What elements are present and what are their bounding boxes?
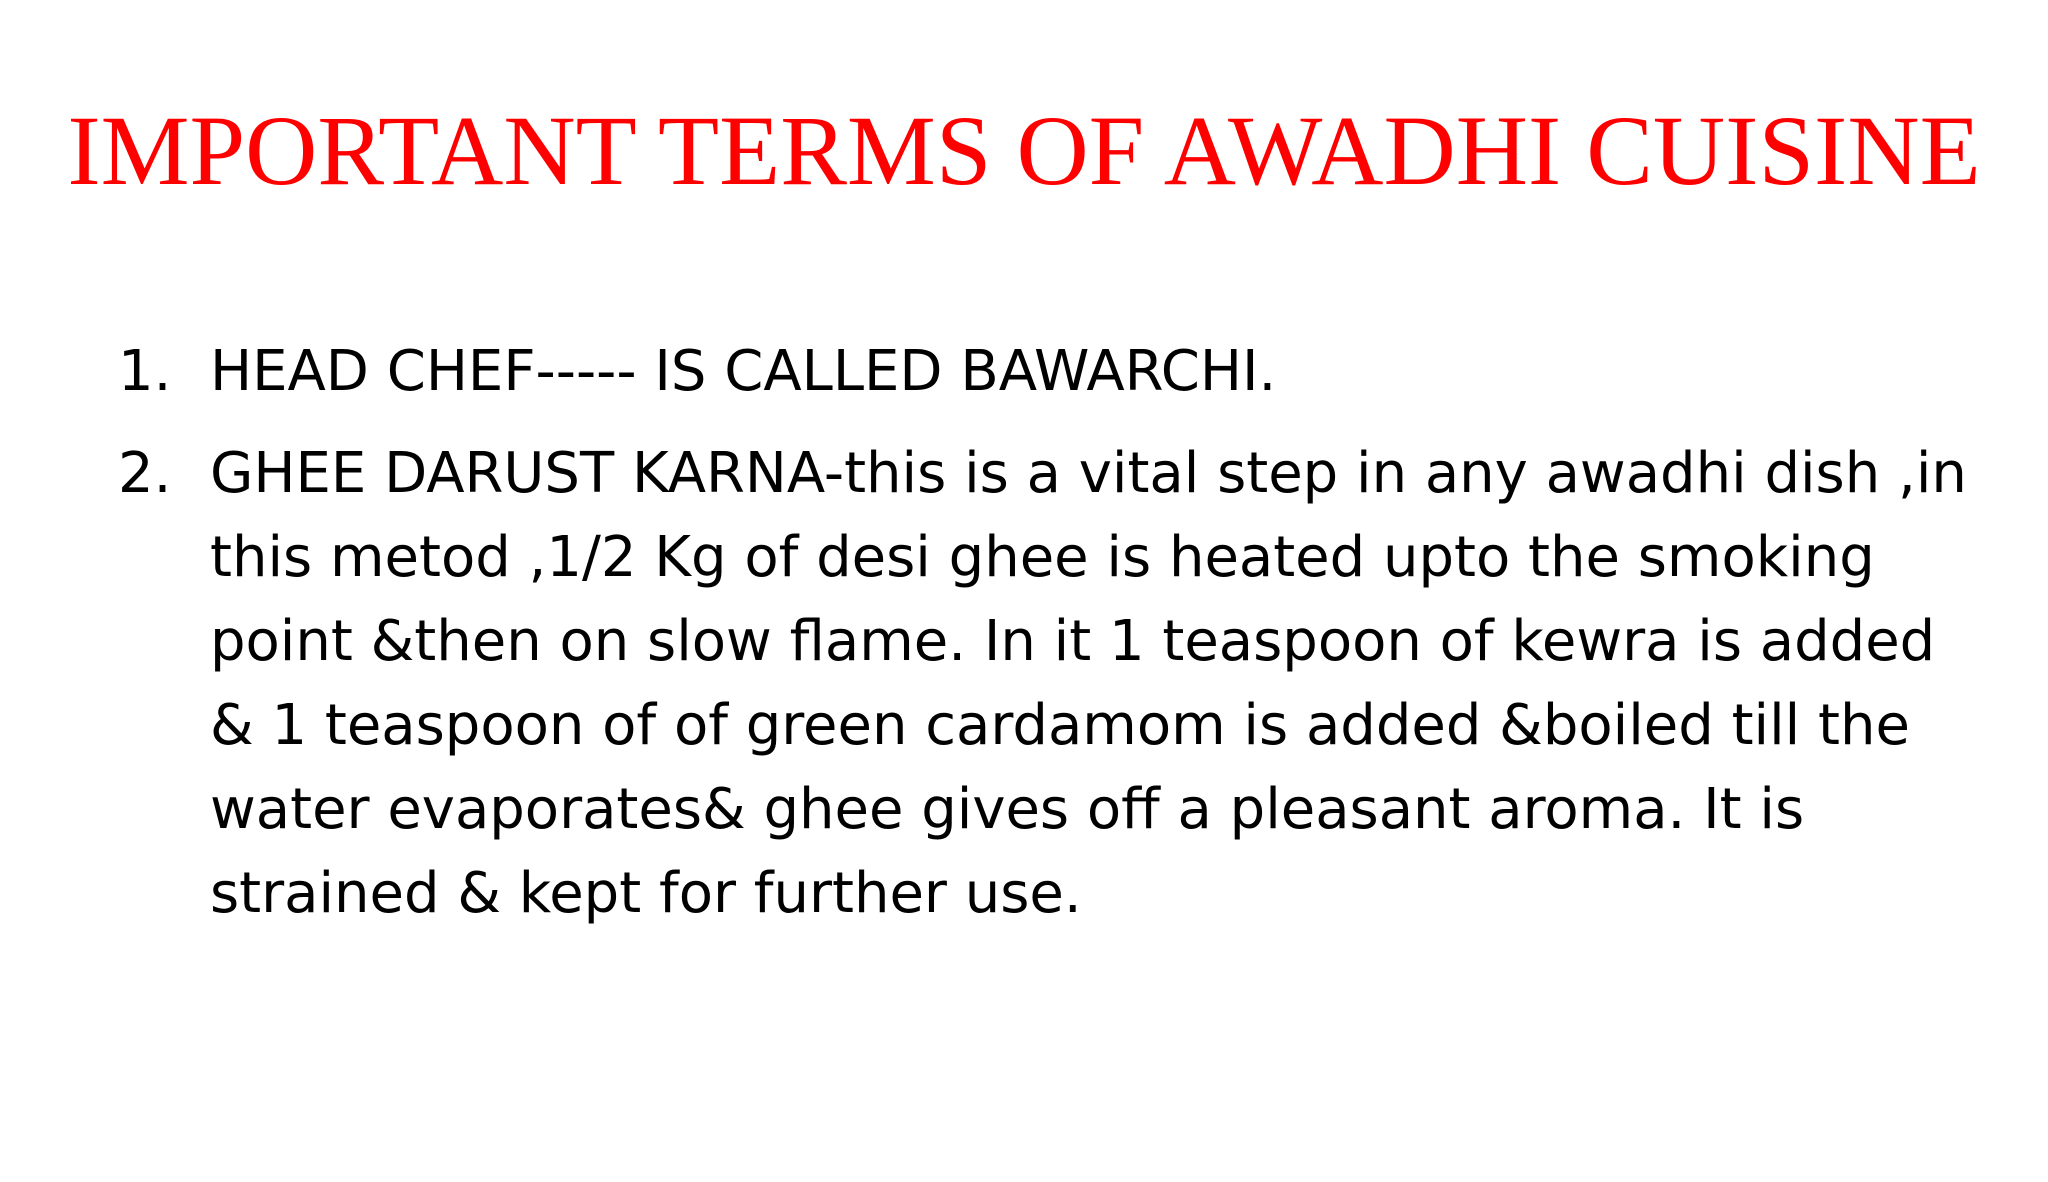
term-number: 2. [118,441,172,506]
term-text: HEAD CHEF----- IS CALLED BAWARCHI. [210,339,1277,404]
term-item-head-chef [118,330,1998,414]
slide-title: IMPORTANT TERMS OF AWADHI CUISINE [67,95,1981,206]
term-item-ghee-darust-karna [118,432,1998,936]
term-number: 1. [118,339,172,404]
term-text: GHEE DARUST KARNA-this is a vital step in any awadhi dish ,in this metod ,1/2 Kg of desi ghee is heated upto the smoking point &then on slow flame. In it 1 teaspoon of kewra is added & 1 teaspoon of of green cardamom is added &boiled till the water evaporates& ghee gives off a pleasant aroma. It is strained & kept for further use. [210,441,1967,926]
term-list [118,330,1998,954]
